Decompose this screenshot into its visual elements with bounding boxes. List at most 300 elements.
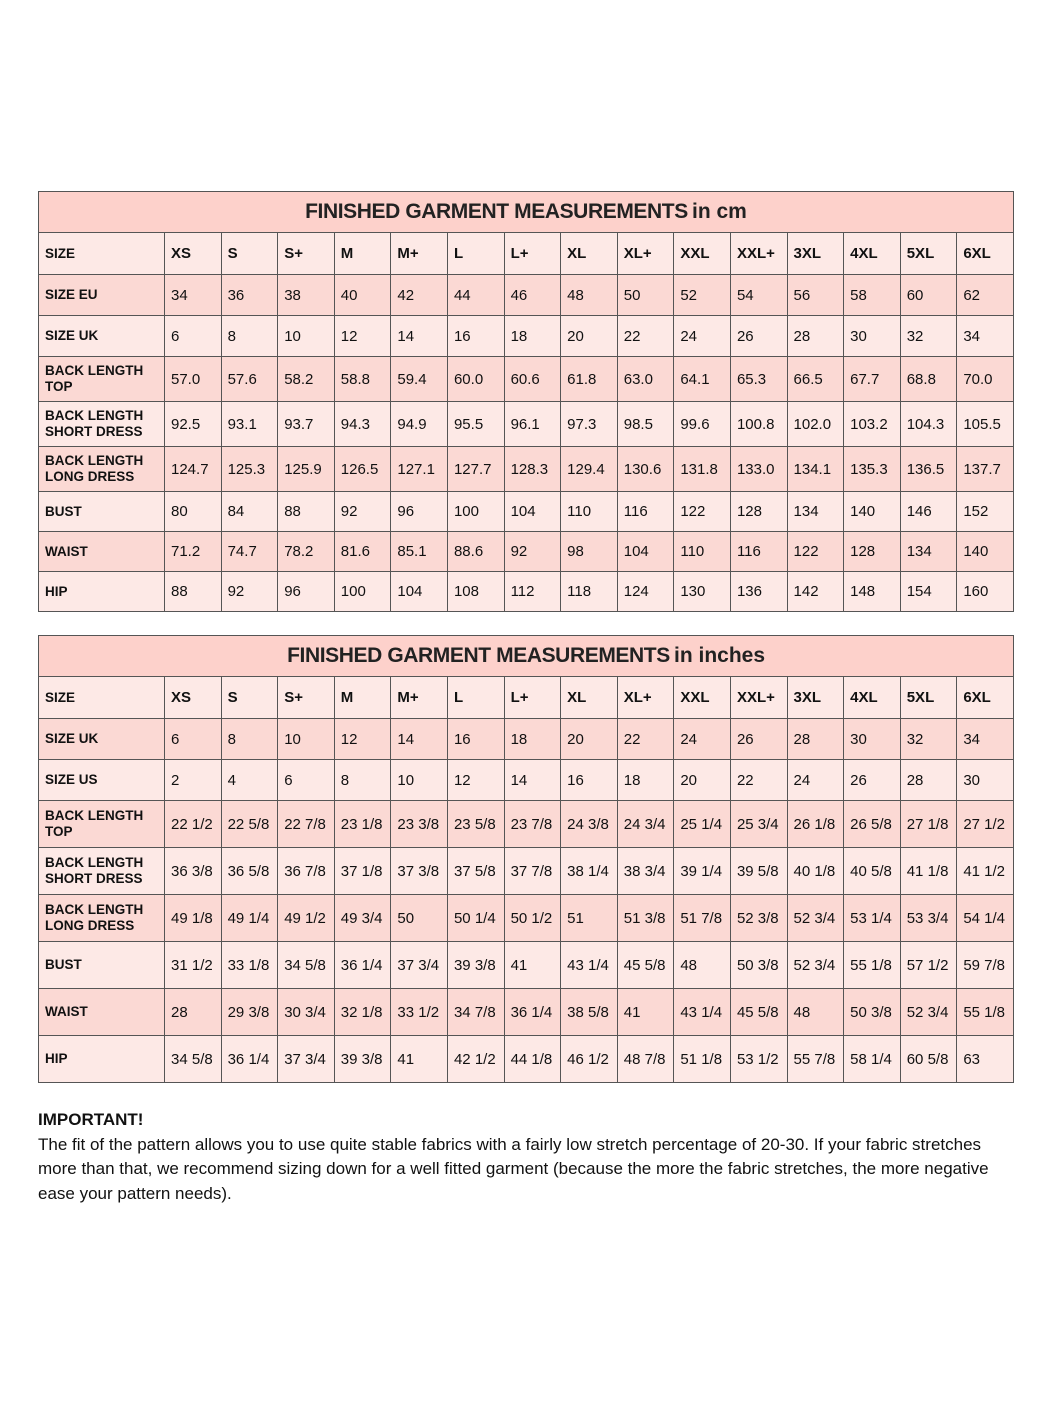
table-cell: 8 <box>334 760 391 801</box>
table-cell: 22 1/2 <box>165 801 222 848</box>
table-cell: 94.9 <box>391 402 448 447</box>
table-cell: 34 5/8 <box>165 1036 222 1083</box>
table-cell: 49 1/2 <box>278 895 335 942</box>
table-cell: 136 <box>730 572 787 612</box>
table-cell: 46 <box>504 275 561 316</box>
table-cell: 52 <box>674 275 731 316</box>
cm-measurement-table <box>38 191 1014 612</box>
important-note <box>38 1108 1018 1206</box>
row-label: BACK LENGTH LONG DRESS <box>39 895 165 942</box>
table-cell: 24 <box>787 760 844 801</box>
table-cell: 24 <box>674 316 731 357</box>
table-cell: 27 1/8 <box>900 801 957 848</box>
table-cell: S+ <box>278 233 335 275</box>
table-cell: 49 1/8 <box>165 895 222 942</box>
table-cell: 52 3/4 <box>787 942 844 989</box>
table-cell: 38 3/4 <box>617 848 674 895</box>
table-cell: 53 1/4 <box>844 895 901 942</box>
table-cell: 55 1/8 <box>957 989 1014 1036</box>
table-title-unit: in cm <box>692 199 747 223</box>
row-label: BACK LENGTH SHORT DRESS <box>39 848 165 895</box>
table-cell: 127.7 <box>447 447 504 492</box>
table-cell: 8 <box>221 316 278 357</box>
table-cell: 52 3/4 <box>900 989 957 1036</box>
table-cell: 31 1/2 <box>165 942 222 989</box>
table-cell: 29 3/8 <box>221 989 278 1036</box>
table-cell: 38 5/8 <box>561 989 618 1036</box>
table-cell: 22 7/8 <box>278 801 335 848</box>
table-row <box>39 316 1014 357</box>
table-cell: L <box>447 677 504 719</box>
table-cell: 100.8 <box>730 402 787 447</box>
table-cell: 36 5/8 <box>221 848 278 895</box>
table-cell: XS <box>165 233 222 275</box>
table-cell: XXL+ <box>730 233 787 275</box>
table-cell: 55 7/8 <box>787 1036 844 1083</box>
row-label: BACK LENGTH TOP <box>39 801 165 848</box>
table-cell: 96 <box>278 572 335 612</box>
table-row <box>39 572 1014 612</box>
table-row <box>39 447 1014 492</box>
table-cell: 4XL <box>844 233 901 275</box>
table-cell: 37 3/4 <box>391 942 448 989</box>
table-cell: XL+ <box>617 233 674 275</box>
table-cell: 122 <box>787 532 844 572</box>
row-label: BACK LENGTH TOP <box>39 357 165 402</box>
table-cell: 103.2 <box>844 402 901 447</box>
table-cell: 32 1/8 <box>334 989 391 1036</box>
table-cell: 56 <box>787 275 844 316</box>
table-title-text: FINISHED GARMENT MEASUREMENTS <box>287 643 670 667</box>
table-cell: 23 3/8 <box>391 801 448 848</box>
table-cell: 39 1/4 <box>674 848 731 895</box>
table-cell: 99.6 <box>674 402 731 447</box>
table-cell: 128 <box>730 492 787 532</box>
table-cell: 134.1 <box>787 447 844 492</box>
table-cell: 154 <box>900 572 957 612</box>
table-cell: 39 3/8 <box>447 942 504 989</box>
table-cell: 60 <box>900 275 957 316</box>
row-label: SIZE <box>39 677 165 719</box>
table-cell: 8 <box>221 719 278 760</box>
table-cell: 54 <box>730 275 787 316</box>
row-label: BUST <box>39 492 165 532</box>
table-cell: 26 5/8 <box>844 801 901 848</box>
table-cell: 68.8 <box>900 357 957 402</box>
table-cell: 122 <box>674 492 731 532</box>
table-cell: 6 <box>165 719 222 760</box>
table-cell: 18 <box>504 719 561 760</box>
inch-table-title <box>39 636 1014 677</box>
table-cell: 97.3 <box>561 402 618 447</box>
table-cell: 28 <box>900 760 957 801</box>
table-cell: 49 1/4 <box>221 895 278 942</box>
cm-table-title <box>39 192 1014 233</box>
table-cell: 133.0 <box>730 447 787 492</box>
note-text: The fit of the pattern allows you to use quite stable fabrics with a fairly low stretch percentage of 20-30. If your fabric stretches more than that, we recommend sizing down for a well fitted garment (because the more the fabric stretches, the more negative ease your pattern needs). <box>38 1134 989 1203</box>
table-row <box>39 532 1014 572</box>
table-cell: 74.7 <box>221 532 278 572</box>
table-cell: 36 1/4 <box>334 942 391 989</box>
table-cell: 129.4 <box>561 447 618 492</box>
table-cell: 55 1/8 <box>844 942 901 989</box>
table-cell: 63.0 <box>617 357 674 402</box>
table-cell: 126.5 <box>334 447 391 492</box>
table-cell: 18 <box>617 760 674 801</box>
table-cell: 124 <box>617 572 674 612</box>
table-cell: 92.5 <box>165 402 222 447</box>
table-cell: 112 <box>504 572 561 612</box>
table-cell: 10 <box>391 760 448 801</box>
table-cell: 124.7 <box>165 447 222 492</box>
table-cell: 57.0 <box>165 357 222 402</box>
table-cell: 28 <box>787 719 844 760</box>
table-cell: M+ <box>391 677 448 719</box>
table-cell: 6 <box>278 760 335 801</box>
table-cell: 61.8 <box>561 357 618 402</box>
table-cell: 130 <box>674 572 731 612</box>
table-cell: 58.2 <box>278 357 335 402</box>
table-cell: 3XL <box>787 677 844 719</box>
table-cell: 140 <box>957 532 1014 572</box>
inch-measurement-table <box>38 635 1014 1083</box>
table-cell: 34 <box>165 275 222 316</box>
table-cell: 60.0 <box>447 357 504 402</box>
table-cell: 42 <box>391 275 448 316</box>
table-cell: 34 <box>957 719 1014 760</box>
table-cell: 70.0 <box>957 357 1014 402</box>
table-cell: 104 <box>617 532 674 572</box>
table-cell: 81.6 <box>334 532 391 572</box>
table-cell: 22 <box>730 760 787 801</box>
table-cell: L+ <box>504 677 561 719</box>
table-cell: 88.6 <box>447 532 504 572</box>
table-cell: 34 5/8 <box>278 942 335 989</box>
table-cell: 37 1/8 <box>334 848 391 895</box>
table-cell: 100 <box>334 572 391 612</box>
table-cell: L <box>447 233 504 275</box>
table-row <box>39 275 1014 316</box>
table-cell: 136.5 <box>900 447 957 492</box>
table-cell: 2 <box>165 760 222 801</box>
table-cell: 6XL <box>957 677 1014 719</box>
table-cell: 5XL <box>900 677 957 719</box>
table-cell: 60 5/8 <box>900 1036 957 1083</box>
table-cell: 92 <box>334 492 391 532</box>
row-label: BUST <box>39 942 165 989</box>
table-cell: 98 <box>561 532 618 572</box>
table-cell: 41 <box>391 1036 448 1083</box>
table-row <box>39 719 1014 760</box>
table-cell: 25 1/4 <box>674 801 731 848</box>
table-cell: 98.5 <box>617 402 674 447</box>
table-cell: 23 1/8 <box>334 801 391 848</box>
table-cell: 118 <box>561 572 618 612</box>
table-cell: 104 <box>504 492 561 532</box>
table-cell: 48 <box>787 989 844 1036</box>
table-cell: 6 <box>165 316 222 357</box>
table-cell: 16 <box>447 316 504 357</box>
table-cell: 125.9 <box>278 447 335 492</box>
table-cell: 24 3/4 <box>617 801 674 848</box>
table-cell: 12 <box>334 316 391 357</box>
row-label: BACK LENGTH LONG DRESS <box>39 447 165 492</box>
row-label: WAIST <box>39 532 165 572</box>
table-cell: XS <box>165 677 222 719</box>
table-cell: 34 <box>957 316 1014 357</box>
table-row <box>39 760 1014 801</box>
table-cell: 36 <box>221 275 278 316</box>
table-cell: 93.1 <box>221 402 278 447</box>
table-cell: 30 3/4 <box>278 989 335 1036</box>
table-cell: 16 <box>561 760 618 801</box>
table-cell: 16 <box>447 719 504 760</box>
table-cell: 23 5/8 <box>447 801 504 848</box>
table-cell: 95.5 <box>447 402 504 447</box>
table-cell: 57.6 <box>221 357 278 402</box>
table-cell: 4 <box>221 760 278 801</box>
table-cell: 50 <box>391 895 448 942</box>
table-cell: 45 5/8 <box>730 989 787 1036</box>
table-cell: 92 <box>504 532 561 572</box>
table-cell: 37 3/8 <box>391 848 448 895</box>
table-cell: 14 <box>504 760 561 801</box>
table-cell: 33 1/8 <box>221 942 278 989</box>
table-cell: 92 <box>221 572 278 612</box>
table-cell: 84 <box>221 492 278 532</box>
table-row <box>39 402 1014 447</box>
table-cell: 116 <box>730 532 787 572</box>
table-cell: 54 1/4 <box>957 895 1014 942</box>
table-cell: 20 <box>674 760 731 801</box>
table-cell: 88 <box>165 572 222 612</box>
table-cell: 52 3/4 <box>787 895 844 942</box>
table-cell: 80 <box>165 492 222 532</box>
table-cell: 59 7/8 <box>957 942 1014 989</box>
table-cell: 25 3/4 <box>730 801 787 848</box>
table-row <box>39 942 1014 989</box>
table-cell: 105.5 <box>957 402 1014 447</box>
table-cell: 58 <box>844 275 901 316</box>
table-cell: 125.3 <box>221 447 278 492</box>
table-cell: 130.6 <box>617 447 674 492</box>
table-cell: 134 <box>900 532 957 572</box>
table-cell: 32 <box>900 719 957 760</box>
table-cell: 88 <box>278 492 335 532</box>
row-label: WAIST <box>39 989 165 1036</box>
table-title-unit: in inches <box>674 643 766 667</box>
table-cell: 27 1/2 <box>957 801 1014 848</box>
table-cell: 50 3/8 <box>730 942 787 989</box>
table-cell: 44 1/8 <box>504 1036 561 1083</box>
table-cell: 53 1/2 <box>730 1036 787 1083</box>
table-cell: 39 5/8 <box>730 848 787 895</box>
table-cell: 41 <box>504 942 561 989</box>
table-row <box>39 801 1014 848</box>
table-cell: 160 <box>957 572 1014 612</box>
table-cell: 41 <box>617 989 674 1036</box>
table-cell: 51 <box>561 895 618 942</box>
table-cell: 38 1/4 <box>561 848 618 895</box>
table-cell: S+ <box>278 677 335 719</box>
table-cell: 5XL <box>900 233 957 275</box>
table-cell: 20 <box>561 719 618 760</box>
table-row <box>39 848 1014 895</box>
table-cell: S <box>221 677 278 719</box>
table-cell: 33 1/2 <box>391 989 448 1036</box>
table-cell: 60.6 <box>504 357 561 402</box>
table-cell: XL <box>561 233 618 275</box>
table-cell: 48 7/8 <box>617 1036 674 1083</box>
table-cell: 43 1/4 <box>561 942 618 989</box>
table-cell: 48 <box>561 275 618 316</box>
table-cell: 36 1/4 <box>504 989 561 1036</box>
table-cell: M <box>334 677 391 719</box>
table-cell: 100 <box>447 492 504 532</box>
table-cell: 26 <box>730 719 787 760</box>
table-cell: 93.7 <box>278 402 335 447</box>
table-cell: 146 <box>900 492 957 532</box>
table-cell: M <box>334 233 391 275</box>
table-cell: 20 <box>561 316 618 357</box>
table-cell: 22 5/8 <box>221 801 278 848</box>
table-cell: 57 1/2 <box>900 942 957 989</box>
table-cell: 41 1/8 <box>900 848 957 895</box>
table-cell: XXL+ <box>730 677 787 719</box>
table-cell: L+ <box>504 233 561 275</box>
table-cell: 127.1 <box>391 447 448 492</box>
table-cell: 3XL <box>787 233 844 275</box>
table-cell: 40 <box>334 275 391 316</box>
table-cell: 64.1 <box>674 357 731 402</box>
table-cell: 18 <box>504 316 561 357</box>
table-cell: M+ <box>391 233 448 275</box>
table-cell: XXL <box>674 233 731 275</box>
table-cell: 39 3/8 <box>334 1036 391 1083</box>
table-cell: 152 <box>957 492 1014 532</box>
table-cell: 53 3/4 <box>900 895 957 942</box>
table-row <box>39 233 1014 275</box>
table-cell: 40 5/8 <box>844 848 901 895</box>
row-label: BACK LENGTH SHORT DRESS <box>39 402 165 447</box>
table-cell: 96 <box>391 492 448 532</box>
table-cell: 59.4 <box>391 357 448 402</box>
table-cell: 65.3 <box>730 357 787 402</box>
table-cell: 38 <box>278 275 335 316</box>
table-cell: 49 3/4 <box>334 895 391 942</box>
table-cell: XL <box>561 677 618 719</box>
table-cell: 30 <box>844 719 901 760</box>
table-cell: 36 3/8 <box>165 848 222 895</box>
table-cell: 140 <box>844 492 901 532</box>
row-label: SIZE EU <box>39 275 165 316</box>
table-cell: 23 7/8 <box>504 801 561 848</box>
table-cell: 128 <box>844 532 901 572</box>
table-cell: 26 1/8 <box>787 801 844 848</box>
table-cell: 50 <box>617 275 674 316</box>
table-cell: 12 <box>447 760 504 801</box>
row-label: HIP <box>39 572 165 612</box>
table-cell: 51 3/8 <box>617 895 674 942</box>
table-cell: 58 1/4 <box>844 1036 901 1083</box>
table-cell: 96.1 <box>504 402 561 447</box>
table-cell: 37 7/8 <box>504 848 561 895</box>
table-cell: 104.3 <box>900 402 957 447</box>
table-cell: 50 1/2 <box>504 895 561 942</box>
table-cell: 58.8 <box>334 357 391 402</box>
table-cell: 24 <box>674 719 731 760</box>
table-cell: XXL <box>674 677 731 719</box>
table-cell: 37 3/4 <box>278 1036 335 1083</box>
table-cell: 22 <box>617 316 674 357</box>
table-cell: 22 <box>617 719 674 760</box>
table-cell: 67.7 <box>844 357 901 402</box>
table-cell: 4XL <box>844 677 901 719</box>
table-cell: 148 <box>844 572 901 612</box>
row-label: SIZE <box>39 233 165 275</box>
table-cell: 63 <box>957 1036 1014 1083</box>
table-cell: 51 7/8 <box>674 895 731 942</box>
table-cell: 40 1/8 <box>787 848 844 895</box>
table-cell: 41 1/2 <box>957 848 1014 895</box>
row-label: SIZE UK <box>39 316 165 357</box>
table-cell: 30 <box>844 316 901 357</box>
table-cell: 62 <box>957 275 1014 316</box>
table-cell: 10 <box>278 316 335 357</box>
table-cell: 52 3/8 <box>730 895 787 942</box>
table-cell: 24 3/8 <box>561 801 618 848</box>
table-cell: 37 5/8 <box>447 848 504 895</box>
table-row <box>39 989 1014 1036</box>
table-row <box>39 895 1014 942</box>
table-cell: 104 <box>391 572 448 612</box>
table-row <box>39 357 1014 402</box>
table-cell: 12 <box>334 719 391 760</box>
table-cell: 10 <box>278 719 335 760</box>
table-cell: 116 <box>617 492 674 532</box>
table-cell: 135.3 <box>844 447 901 492</box>
table-cell: 32 <box>900 316 957 357</box>
table-cell: 50 1/4 <box>447 895 504 942</box>
table-row <box>39 492 1014 532</box>
table-cell: 78.2 <box>278 532 335 572</box>
table-cell: 43 1/4 <box>674 989 731 1036</box>
table-cell: 46 1/2 <box>561 1036 618 1083</box>
table-cell: 26 <box>730 316 787 357</box>
table-cell: S <box>221 233 278 275</box>
table-cell: 71.2 <box>165 532 222 572</box>
table-cell: 131.8 <box>674 447 731 492</box>
table-title-text: FINISHED GARMENT MEASUREMENTS <box>305 199 688 223</box>
table-cell: 34 7/8 <box>447 989 504 1036</box>
table-row <box>39 677 1014 719</box>
table-cell: 110 <box>561 492 618 532</box>
table-cell: 102.0 <box>787 402 844 447</box>
table-cell: 14 <box>391 316 448 357</box>
table-cell: 42 1/2 <box>447 1036 504 1083</box>
table-cell: 28 <box>787 316 844 357</box>
row-label: SIZE UK <box>39 719 165 760</box>
table-cell: 66.5 <box>787 357 844 402</box>
table-cell: 48 <box>674 942 731 989</box>
row-label: SIZE US <box>39 760 165 801</box>
table-cell: 128.3 <box>504 447 561 492</box>
row-label: HIP <box>39 1036 165 1083</box>
table-cell: 134 <box>787 492 844 532</box>
table-cell: 110 <box>674 532 731 572</box>
table-cell: 44 <box>447 275 504 316</box>
table-cell: 85.1 <box>391 532 448 572</box>
